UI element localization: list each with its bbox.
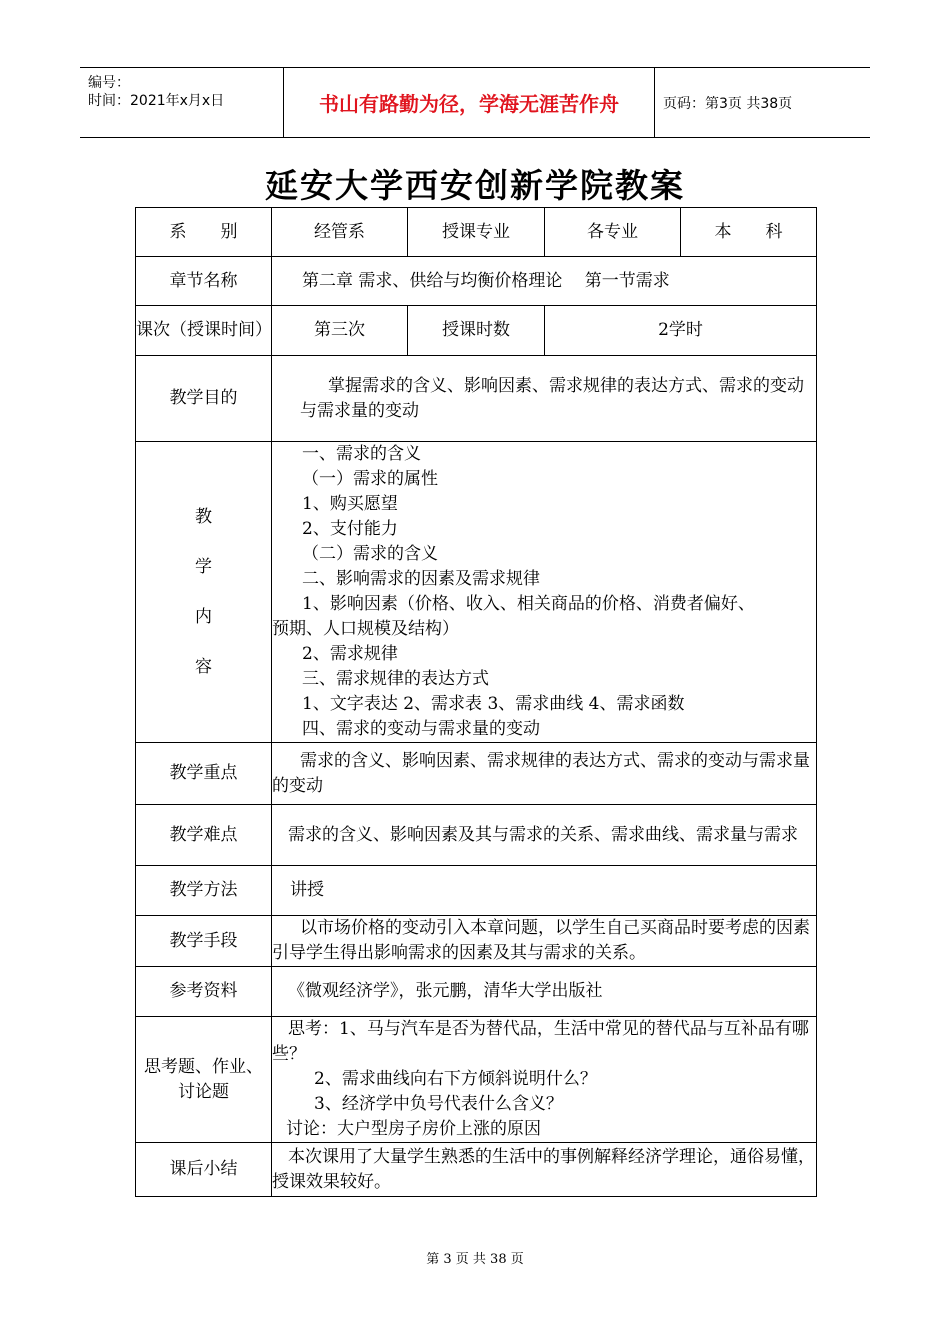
content-line: （二）需求的含义 xyxy=(302,544,438,564)
chapter-label: 章节名称 xyxy=(136,257,272,306)
number-label: 编号： xyxy=(88,75,130,91)
header-page-code: 页码：第3页 共38页 xyxy=(663,95,793,112)
row-content xyxy=(136,442,817,743)
row-summary xyxy=(136,1143,817,1197)
level-value: 本 科 xyxy=(681,208,817,257)
content-line: 2、需求规律 xyxy=(302,644,398,664)
purpose-label: 教学目的 xyxy=(136,356,272,442)
major-label: 授课专业 xyxy=(408,208,545,257)
difficulties-value: 需求的含义、影响因素及其与需求的关系、需求曲线、需求量与需求 xyxy=(288,824,798,845)
references-label: 参考资料 xyxy=(136,967,272,1017)
content-line: 1、影响因素（价格、收入、相关商品的价格、消费者偏好、 xyxy=(302,594,755,614)
row-department xyxy=(136,208,817,257)
row-means xyxy=(136,916,817,967)
hours-value: 2学时 xyxy=(545,306,817,356)
content-line: 预期、人口规模及结构） xyxy=(272,619,459,639)
key-points-value: 需求的含义、影响因素、需求规律的表达方式、需求的变动与需求量的变动 xyxy=(272,750,810,796)
content-line: 一、需求的含义 xyxy=(302,444,421,464)
homework-label: 思考题、作业、讨论题 xyxy=(136,1017,272,1143)
page-title: 延安大学西安创新学院教案 xyxy=(265,166,685,205)
document-header xyxy=(80,67,870,138)
summary-label: 课后小结 xyxy=(136,1143,272,1197)
references-value: 《微观经济学》，张元鹏，清华大学出版社 xyxy=(272,967,817,1017)
row-chapter xyxy=(136,257,817,306)
row-key-points xyxy=(136,743,817,805)
difficulties-label: 教学难点 xyxy=(136,805,272,866)
major-value: 各专业 xyxy=(545,208,681,257)
row-homework xyxy=(136,1017,817,1143)
content-line: （一）需求的属性 xyxy=(302,469,438,489)
row-session xyxy=(136,306,817,356)
content-label-char: 内 xyxy=(195,607,212,627)
hours-label: 授课时数 xyxy=(408,306,545,356)
homework-line: 讨论：大户型房子房价上涨的原因 xyxy=(286,1119,541,1139)
homework-line: 3、经济学中负号代表什么含义？ xyxy=(314,1094,563,1114)
row-difficulties xyxy=(136,805,817,866)
method-value: 讲授 xyxy=(272,866,817,916)
session-label: 课次（授课时间） xyxy=(136,306,272,356)
time-label: 时间：2021年x月x日 xyxy=(88,93,225,109)
method-label: 教学方法 xyxy=(136,866,272,916)
means-label: 教学手段 xyxy=(136,916,272,967)
header-meta xyxy=(80,68,283,137)
row-method xyxy=(136,866,817,916)
header-motto: 书山有路勤为径，学海无涯苦作舟 xyxy=(283,68,655,137)
lesson-plan-table xyxy=(135,207,817,1197)
summary-value: 本次课用了大量学生熟悉的生活中的事例解释经济学理论，通俗易懂，授课效果较好。 xyxy=(272,1146,815,1192)
content-label-char: 容 xyxy=(195,657,212,677)
content-line: 四、需求的变动与需求量的变动 xyxy=(302,719,540,739)
session-value: 第三次 xyxy=(272,306,408,356)
content-line: 二、影响需求的因素及需求规律 xyxy=(302,569,540,589)
homework-line: 2、需求曲线向右下方倾斜说明什么？ xyxy=(314,1069,597,1089)
content-label xyxy=(136,442,272,743)
means-value: 以市场价格的变动引入本章问题，以学生自己买商品时要考虑的因素引导学生得出影响需求的因素及其与需求的关系。 xyxy=(272,918,810,963)
page-footer: 第 3 页 共 38 页 xyxy=(426,1252,524,1267)
content-line: 三、需求规律的表达方式 xyxy=(302,669,489,689)
content-label-char: 教 xyxy=(195,507,212,527)
content-label-char: 学 xyxy=(195,557,212,577)
homework-body xyxy=(272,1017,817,1143)
content-line: 1、购买愿望 xyxy=(302,494,398,514)
chapter-value: 第二章 需求、供给与均衡价格理论 第一节需求 xyxy=(272,257,817,306)
dept-label: 系 别 xyxy=(136,208,272,257)
dept-value: 经管系 xyxy=(272,208,408,257)
content-line: 2、支付能力 xyxy=(302,519,398,539)
purpose-value: 掌握需求的含义、影响因素、需求规律的表达方式、需求的变动与需求量的变动 xyxy=(300,375,804,421)
row-purpose xyxy=(136,356,817,442)
content-line: 1、文字表达 2、需求表 3、需求曲线 4、需求函数 xyxy=(302,694,685,714)
key-points-label: 教学重点 xyxy=(136,743,272,805)
homework-line: 思考：1、马与汽车是否为替代品，生活中常见的替代品与互补品有哪些？ xyxy=(272,1019,809,1064)
row-references xyxy=(136,967,817,1017)
content-body xyxy=(272,442,817,743)
